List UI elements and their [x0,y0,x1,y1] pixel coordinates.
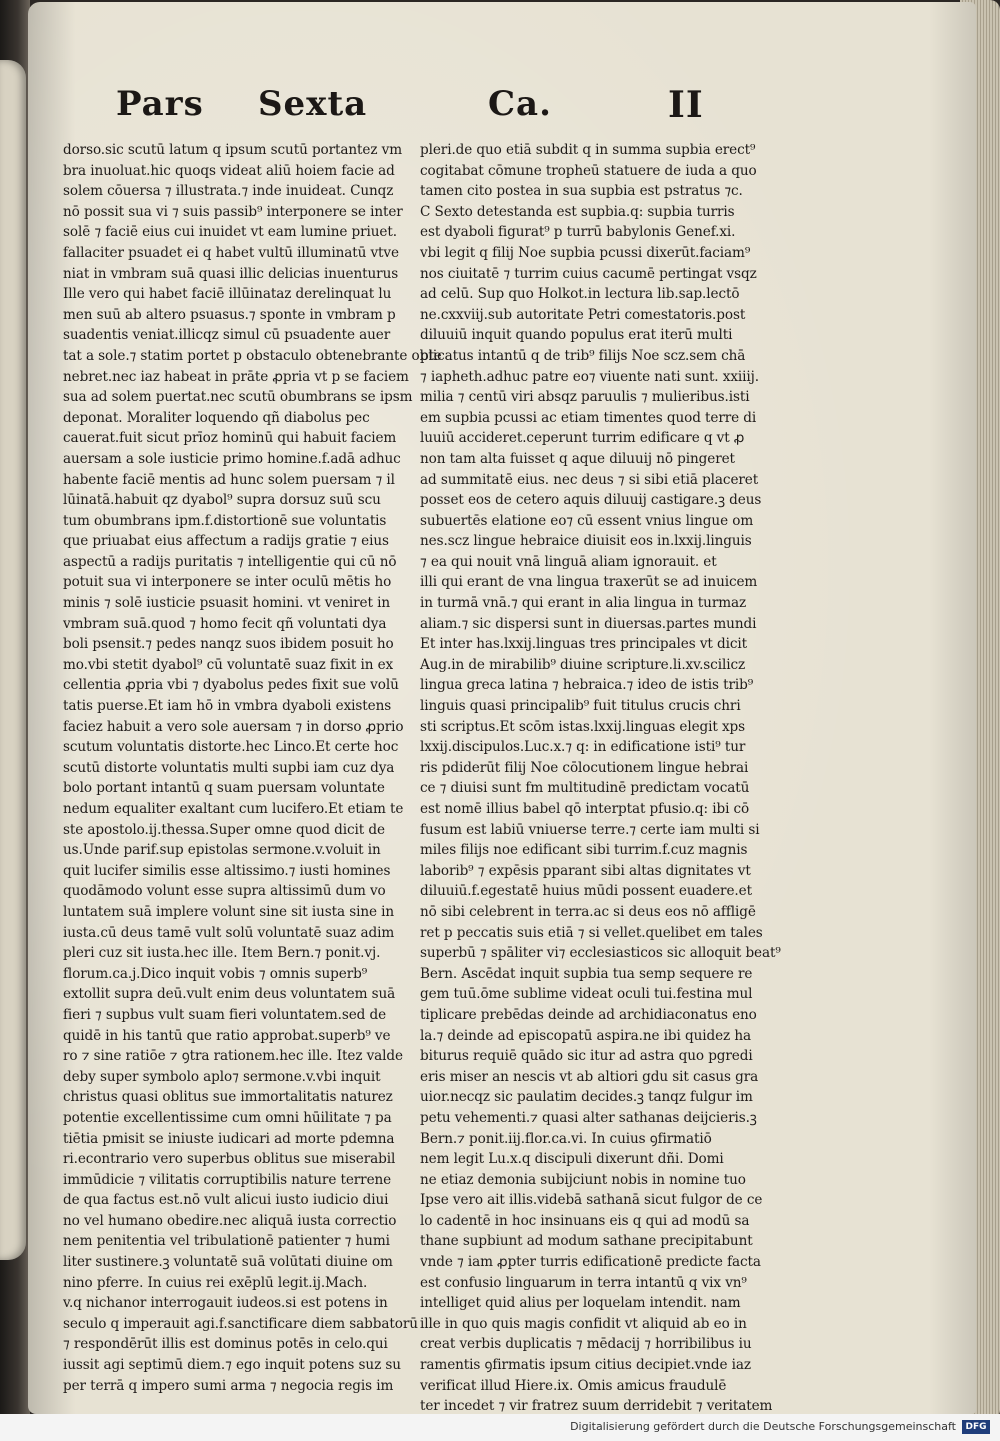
text-line: cogitabat cōmune tropheū statuere de iuda a quo [420,162,757,179]
text-line: gem tuū.ōme sublime videat oculi tui.festina mul [420,986,753,1003]
text-line: ne.cxxviij.sub autoritate Petri comestatoris.post [420,306,746,323]
text-line: Ipse vero ait illis.videbā sathanā sicut fulgor de ce [420,1192,763,1209]
text-line: ret p peccatis suis etiā ⁊ si vellet.quelibet em tales [420,924,763,941]
text-line: ramentis ꝯfirmatis ipsum citius decipiet.vnde iaz [420,1357,751,1374]
text-line: de qua factus est.nō vult alicui iusto iudicio diui [63,1192,389,1209]
text-line: verificat illud Hiere.ix. Omis amicus fraudulē [420,1377,727,1394]
text-line: nedum equaliter exaltant cum lucifero.Et etiam te [63,801,404,817]
text-line: creat verbis duplicatis ⁊ mēdacij ⁊ horribilibus iu [420,1336,752,1353]
footer-credit-text: Digitalisierung gefördert durch die Deutsche Forschungsgemeinschaft [570,1420,956,1433]
text-line: potentie excellentissime cum omni hūilitate ⁊ pa [63,1109,392,1126]
text-line: immūdicie ⁊ vilitatis corruptibilis nature terrene [63,1171,392,1188]
text-line: quodāmodo volunt esse supra altissimū dum vo [63,883,386,900]
text-line: iusta.cū deus tamē vult solū voluntatē suaz adim [63,924,395,941]
text-line: boli psensit.⁊ pedes nanqz suos ibidem posuit ho [63,636,394,653]
text-line: tatis puerse.Et iam hō in vmbra dyaboli existens [63,698,392,715]
text-line: subuertēs elatione eo⁊ cū essent vnius lingue om [420,512,754,529]
text-line: la.⁊ deinde ad episcopatū aspira.ne ibi quidez ha [420,1027,751,1044]
text-line: nes.scz lingue hebraice diuisit eos in.lxxij.linguis [420,533,752,550]
text-line: ste apostolo.ij.thessa.Super omne quod dicit de [63,821,385,838]
text-line: ⁊ iapheth.adhuc patre eo⁊ viuente nati sunt. xxiiij. [420,368,759,385]
text-line: bra inuoluat.hic quoqs videat aliū hoiem facie ad [63,162,395,179]
text-line: minis ⁊ solē iusticie psuasit homini. vt veniret in [63,595,390,612]
text-line: milia ⁊ centū viri absqz paruulis ⁊ mulieribus.isti [420,389,750,406]
text-line: no vel humano obedire.nec aliquā iusta correctio [63,1212,397,1229]
text-line: deponat. Moraliter loquendo qñ diabolus pec [63,409,370,426]
text-line: ad celū. Sup quo Holkot.in lectura lib.sap.lectō [420,286,740,303]
running-head [28,84,976,144]
text-line: est confusio linguarum in terra intantū q vix vn⁹ [420,1274,747,1291]
text-line: C Sexto detestanda est supbia.q: supbia turris [420,203,735,220]
text-line: non tam alta fuisset q aque diluuij nō pingeret [420,450,735,467]
book-page [28,2,976,1414]
text-line: per terrā q impero sumi arma ⁊ negocia regis im [63,1377,394,1394]
running-head-capitulum: Ca. [488,84,552,124]
text-line: fieri ⁊ supbus vult suam fieri voluntatem.sed de [63,1006,387,1023]
text-line: aliam.⁊ sic dispersi sunt in diuersas.partes mundi [420,615,757,632]
text-line: ro ⁊ sine ratiōe ⁊ ꝯtra rationem.hec ille. Itez valde [63,1048,403,1065]
text-line: ad summitatē eius. nec deus ⁊ si sibi etiā placeret [420,471,759,488]
text-line: nos ciuitatē ⁊ turrim cuius cacumē pertingat vsqz [420,265,757,282]
text-line: pleri.de quo etiā subdit q in summa supbia erect⁹ [420,142,756,158]
text-line: nino pferre. In cuius rei exēplū legit.ij.Mach. [63,1274,368,1291]
text-line: Et inter has.lxxij.linguas tres principales vt dicit [420,636,747,653]
text-line: fallaciter psuadet ei q habet vultū illuminatū vtve [63,244,399,261]
text-line: scutū distorte voluntatis multi supbi iam cuz dya [63,759,395,776]
text-line: tiētia pmisit se iniuste iudicari ad morte pdemna [63,1130,395,1147]
text-line: seculo q imperauit agi.f.sanctificare diem sabbatorū [63,1315,418,1332]
text-line: ce ⁊ diuisi sunt fm multitudinē predictam vocatū [420,780,750,797]
text-line: tat a sole.⁊ statim portet p obstaculo obtenebrante obte [63,347,442,364]
text-line: petu vehementi.⁊ quasi alter sathanas deijcieris.ꝫ [420,1109,757,1126]
text-line: superbū ⁊ spāliter vi⁊ ecclesiasticos sic alloquit beat⁹ [420,945,781,962]
text-line: deby super symbolo aplo⁊ sermone.v.vbi inquit [63,1068,381,1085]
text-line: sti scriptus.Et scōm istas.lxxij.linguas elegit xps [420,718,746,735]
adjacent-page-edge [0,60,26,1260]
text-line: cellentia ꝓpria vbi ⁊ dyabolus pedes fixit sue volū [63,677,399,694]
right-text-column [420,140,781,1417]
text-line: ⁊ ea qui nouit vnā linguā aliam ignorauit. et [420,553,717,570]
text-line: laborib⁹ ⁊ expēsis pparant sibi altas dignitates vt [420,862,751,879]
text-line: diluuiū inquit quando populus erat iterū multi [420,327,733,344]
text-line: tiplicare prebēdas deinde ad archidiaconatus eno [420,1006,757,1023]
text-line: em supbia pcussi ac etiam timentes quod terre di [420,409,757,426]
text-line: vnde ⁊ iam ꝓpter turris edificationē predicte facta [420,1254,761,1271]
text-line: extollit supra deū.vult enim deus voluntatem suā [63,986,396,1003]
text-line: tamen cito postea in sua supbia est pstratus ⁊c. [420,183,743,200]
text-line: nō possit sua vi ⁊ suis passib⁹ interponere se inter [63,203,403,220]
text-line: est nomē illius babel qō interptat pfusio.q: ibi cō [420,801,750,817]
text-line: men suū ab altero psuasus.⁊ sponte in vmbram p [63,306,396,323]
text-line: sua ad solem puertat.nec scutū obumbrans se ipsm [63,389,413,406]
text-line: illi qui erant de vna lingua traxerūt se ad inuicem [420,574,758,591]
text-line: dorso.sic scutū latum q ipsum scutū portantez vm [63,142,403,158]
text-line: ris pdiderūt filij Noe cōlocutionem lingue hebrai [420,759,749,776]
text-line: biturus requiē quādo sic itur ad astra quo pgredi [420,1048,753,1065]
text-line: auersam a sole iusticie primo homine.f.adā adhuc [63,450,401,467]
left-text-column [63,140,442,1396]
text-line: cauerat.fuit sicut prīoz hominū qui habuit faciem [63,430,397,447]
text-line: aspectū a radijs puritatis ⁊ intelligentie qui cū nō [63,553,397,570]
text-line: pleri cuz sit iusta.hec ille. Item Bern.⁊ ponit.vj. [63,945,381,962]
text-line: Ille vero qui habet faciē illūinataz derelinquat lu [63,286,392,303]
text-line: uior.necqz sic paulatim decides.ꝫ tanqz fulgur im [420,1089,753,1106]
text-line: linguis quasi principalib⁹ fuit titulus crucis chri [420,698,741,715]
text-line: solem cōuersa ⁊ illustrata.⁊ inde inuideat. Cunqz [63,183,394,200]
running-head-numeral: II [668,84,704,126]
text-line: solē ⁊ faciē eius cui inuidet vt eam lumine priuet. [63,224,397,241]
text-line: bolo portant intantū q suam puersam voluntate [63,780,385,797]
text-line: mo.vbi stetit dyabol⁹ cū voluntatē suaz fixit in ex [63,656,394,673]
text-line: v.q nichanor interrogauit iudeos.si est potens in [63,1295,388,1312]
text-line: us.Unde parif.sup epistolas sermone.v.voluit in [63,842,381,859]
text-line: quidē in his tantū que ratio approbat.superb⁹ ve [63,1027,391,1044]
text-line: habente faciē mentis ad hunc solem puersam ⁊ il [63,471,395,488]
text-line: intelliget quid alius per loquelam intendit. nam [420,1295,741,1312]
text-line: luuiū accideret.ceperunt turrim edificare q vt ꝓ [420,430,745,447]
text-line: eris miser an nescis vt ab altiori gdu sit casus gra [420,1068,759,1085]
text-line: que priuabat eius affectum a radijs gratie ⁊ eius [63,533,389,550]
text-line: plicatus intantū q de trib⁹ filijs Noe scz.sem chā [420,347,746,364]
running-head-pars: Pars [116,84,204,124]
text-line: liter sustinere.ꝫ voluntatē suā volūtati diuine om [63,1254,393,1271]
text-line: ne etiaz demonia subijciunt nobis in nomine tuo [420,1171,746,1188]
text-line: scutum voluntatis distorte.hec Linco.Et certe hoc [63,739,399,756]
text-line: luntatem suā implere volunt sine sit iusta sine in [63,903,395,920]
text-line: niat in vmbram suā quasi illic delicias inuenturus [63,265,399,282]
text-line: vmbram suā.quod ⁊ homo fecit qñ voluntati dya [63,615,387,632]
text-line: posset eos de cetero aquis diluuij castigare.ꝫ deus [420,492,762,509]
text-line: ter incedet ⁊ vir fratrez suum derridebit ⁊ veritatem [420,1398,773,1415]
text-line: thane supbiunt ad modum sathane precipitabunt [420,1233,753,1250]
text-line: diluuiū.f.egestatē huius mūdi possent euadere.et [420,883,752,900]
text-line: vbi legit q filij Noe supbia pcussi dixerūt.faciam⁹ [420,244,751,261]
text-line: lo cadentē in hoc insinuans eis q qui ad modū sa [420,1212,750,1229]
text-line: christus quasi oblitus sue immortalitatis naturez [63,1089,393,1106]
text-line: nebret.nec iaz habeat in prāte ꝓpria vt p se faciem [63,368,409,385]
text-line: nō sibi celebrent in terra.ac si deus eos nō affligē [420,903,756,920]
text-line: in turmā vnā.⁊ qui erant in alia lingua in turmaz [420,595,747,612]
running-head-sexta: Sexta [258,84,368,124]
text-line: ille in quo quis magis confidit vt aliquid ab eo in [420,1315,747,1332]
text-line: potuit sua vi interponere se inter oculū mētis ho [63,574,392,591]
text-line: Bern.⁊ ponit.iij.flor.ca.vi. In cuius ꝯfirmatiō [420,1130,712,1147]
text-line: fusum est labiū vniuerse terre.⁊ certe iam multi si [420,821,760,838]
text-line: nem legit Lu.x.q discipuli dixerunt dñi. Domi [420,1151,724,1168]
text-line: nem penitentia vel tribulationē patienter ⁊ humi [63,1233,390,1250]
text-line: tum obumbrans ipm.f.distortionē sue voluntatis [63,512,387,529]
text-line: faciez habuit a vero sole auersam ⁊ in dorso ꝓprio [63,718,404,735]
digitization-footer [0,1414,1000,1441]
text-line: miles filijs noe edificant sibi turrim.f.cuz magnis [420,842,748,859]
text-line: suadentis veniat.illicqz simul cū psuadente auer [63,327,391,344]
dfg-logo: DFG [962,1420,990,1434]
text-line: lingua greca latina ⁊ hebraica.⁊ ideo de istis trib⁹ [420,677,754,694]
text-line: ⁊ respondērūt illis est dominus potēs in celo.qui [63,1336,388,1353]
text-line: Aug.in de mirabilib⁹ diuine scripture.li.xv.scilicz [420,656,746,673]
text-line: lxxij.discipulos.Luc.x.⁊ q: in edificatione isti⁹ tur [420,739,746,756]
text-line: ri.econtrario vero superbus oblitus sue miserabil [63,1151,396,1168]
text-line: quit lucifer similis esse altissimo.⁊ iusti homines [63,862,391,879]
text-line: florum.ca.j.Dico inquit vobis ⁊ omnis superb⁹ [63,965,368,982]
text-line: est dyaboli figurat⁹ p turrū babylonis Genef.xi. [420,224,736,241]
text-line: lūinatā.habuit qz dyabol⁹ supra dorsuz suū scu [63,492,381,509]
text-line: iussit agi septimū diem.⁊ ego inquit potens suz su [63,1357,401,1374]
text-line: Bern. Ascēdat inquit supbia tua semp sequere re [420,965,753,982]
